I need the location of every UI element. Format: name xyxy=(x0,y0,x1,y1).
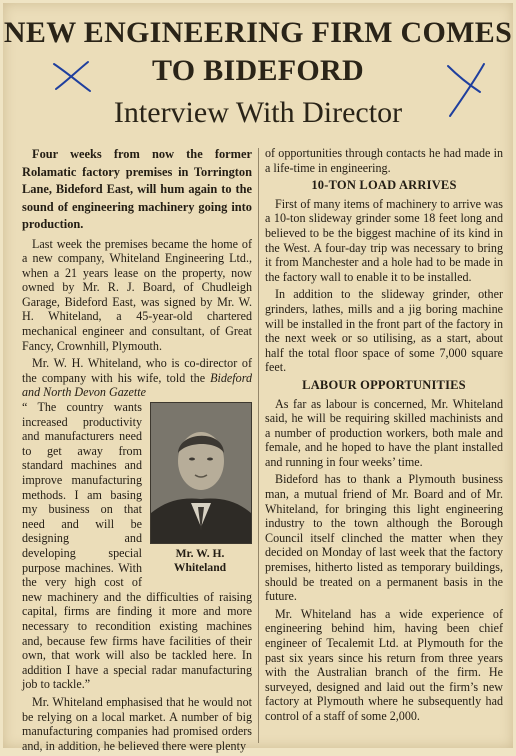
portrait-photo xyxy=(150,402,252,544)
quote-with-photo xyxy=(22,400,252,692)
body-paragraph: As far as labour is concerned, Mr. Whiteland said, he will be requiring skilled machinists and a number of production workers, both male and female, and he hoped to have the plant installed and running in four weeks’ time. xyxy=(265,396,503,469)
body-paragraph: Mr. Whiteland has a wide experience of engineering behind him, having been chief engineer of Tecalemit Ltd. at Plymouth for the past six years since his return from three years with the Australian branch of the firm. He surveyed, designed and laid out the firm’s new factory at Plymouth where he subsequently had control of a staff of some 2,000. xyxy=(265,606,503,723)
headline-line-1: NEW ENGINEERING FIRM COMES xyxy=(3,16,513,49)
body-paragraph: Mr. W. H. Whiteland, who is co-director of the company with his wife, told the Bideford and North Devon Gazette xyxy=(22,356,252,400)
left-column xyxy=(22,146,252,756)
headline-line-2: TO BIDEFORD xyxy=(152,54,364,87)
body-paragraph: Bideford has to thank a Plymouth business man, a mutual friend of Mr. Board and of Mr. Whiteland, for bringing this light engineering industry to the town although the Borough Council itself clinched the matter when they decided on Monday of last week that the factory premises, hitherto listed as temporary buildings, should be treated on a permanent basis in the future. xyxy=(265,472,503,604)
portrait-figure xyxy=(148,402,252,575)
pen-x-mark-right-icon xyxy=(440,62,490,120)
body-paragraph: Last week the premises became the home of a new company, Whiteland Engineering Ltd., when a 21 years lease on the property, now owned by Mr. R. J. Board, of Chudleigh Garage, Bideford East, was signed by Mr. W. H. Whiteland, a 45-year-old chartered mechanical engineer and consultant, of Great Fancy, Crownhill, Plymouth. xyxy=(22,236,252,353)
body-paragraph: In addition to the slideway grinder, other grinders, lathes, mills and a jig boring machine will be installed in the front part of the factory in the next week or so utilising, as a start, about half the total floor space of some 7,000 square feet. xyxy=(265,287,503,375)
subheadline: Interview With Director xyxy=(113,96,403,129)
quote-paragraph: “ The country wants increased productivity and manufacturers need to get away from standard machines and improve manufacturing methods. I am basing my business on that need and will be designing and developing special purpose machines. With the very high cost of new machinery and the difficulties of raising capital, firms are finding it more and more necessary to recondition existing machines and, because few firms have facilities of their own, that work will also be tackled here. In addition I have a special radar manufacturing job to tackle.” xyxy=(22,400,252,692)
photo-caption: Mr. W. H. Whiteland xyxy=(173,547,227,575)
pen-x-mark-left-icon xyxy=(48,58,96,96)
column-divider xyxy=(258,148,259,743)
section-heading: LABOUR OPPORTUNITIES xyxy=(302,377,466,392)
lead-paragraph: Four weeks from now the former Rolamatic factory premises in Torrington Lane, Bideford East, will hum again to the sound of engineering machinery going into production. xyxy=(22,147,252,231)
right-column xyxy=(265,146,503,727)
section-heading: 10-TON LOAD ARRIVES xyxy=(311,178,457,193)
portrait-image-icon xyxy=(151,403,251,543)
body-paragraph: First of many items of machinery to arrive was a 10-ton slideway grinder some 18 feet long and believed to be the biggest machine of its kind in the West. A four-day trip was necessary to bring it from Manchester and a hole had to be made in the factory wall to enable it to be installed. xyxy=(265,196,503,284)
gazette-name: Bideford and North Devon Gazette xyxy=(22,370,252,400)
body-paragraph: of opportunities through contacts he had made in a life-time in engineering. xyxy=(265,146,503,175)
body-paragraph: Mr. Whiteland emphasised that he would not be relying on a local market. A number of big manufacturing companies had promised orders and, in addition, he believed there were plenty xyxy=(22,694,252,753)
